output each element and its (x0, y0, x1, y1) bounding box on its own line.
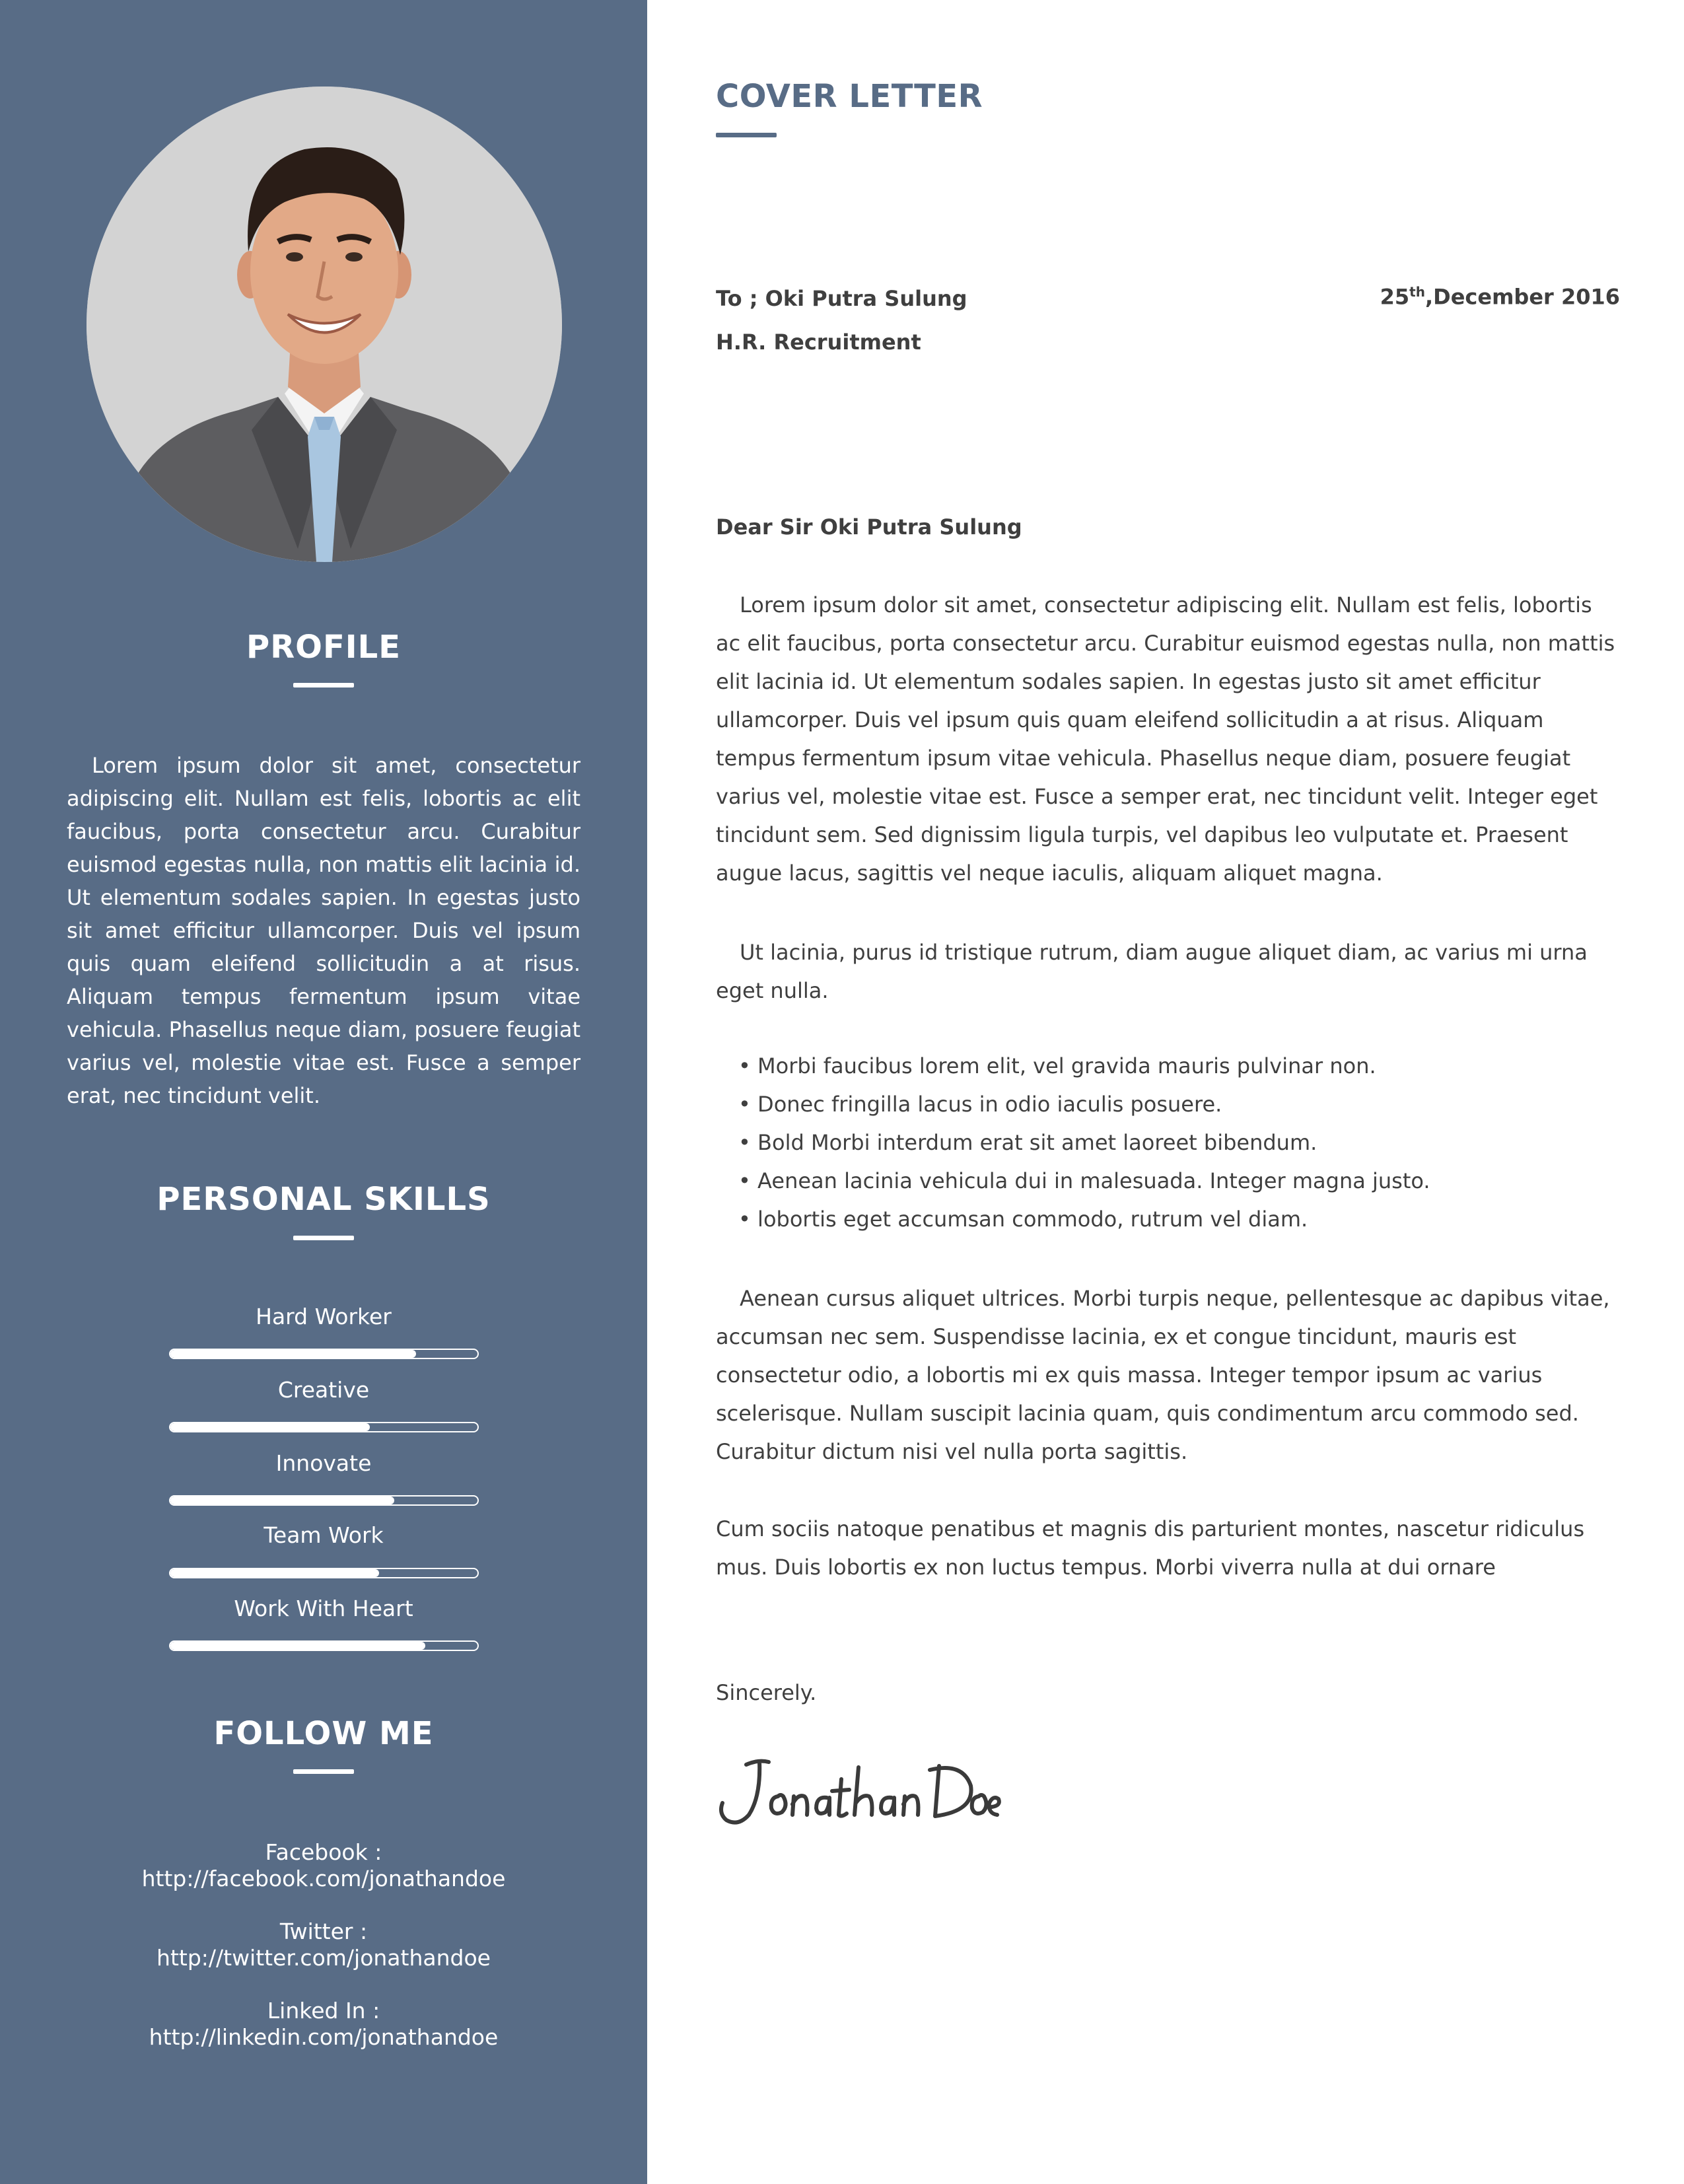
skill-bar (169, 1640, 479, 1651)
date-rest: ,December 2016 (1424, 284, 1620, 310)
letter-paragraph: Ut lacinia, purus id tristique rutrum, diam augue aliquet diam, ac varius mi urna eget nulla. (716, 940, 1588, 1003)
letter-paragraph: Lorem ipsum dolor sit amet, consectetur adipiscing elit. Nullam est felis, lobortis ac elit faucibus, porta consectetur arcu. Curabitur euismod egestas nulla, non mattis elit lacinia id. Ut elementum sodales sapien. In egestas justo sit amet efficitur ullamcorper. Duis vel ipsum quis quam eleifend sollicitudin a at risus. Aliquam tempus fermentum ipsum vitae vehicula. Phasellus neque diam, posuere feugiat varius vel, molestie vitae est. Fusce a semper erat, nec tincidunt velit. Integer eget tincidunt sem. Sed dignissim ligula turpis, vel dapibus leo vulputate et. Praesent augue lacus, sagittis vel neque iaculis, aliquam aliquet magna. (716, 592, 1615, 886)
follow-heading: FOLLOW ME (213, 1715, 434, 1752)
skill-label: Work With Heart (234, 1596, 413, 1621)
skill-bar (169, 1349, 479, 1359)
skill-bar-fill (170, 1569, 379, 1577)
list-item: • Bold Morbi interdum erat sit amet laoreet bibendum. (738, 1123, 1430, 1162)
skill-bar (169, 1495, 479, 1506)
facebook-label: Facebook : (265, 1839, 382, 1865)
letter-bullet-list (738, 1047, 1430, 1238)
skills-heading-rule (293, 1236, 354, 1240)
date-day: 25 (1380, 284, 1410, 310)
skill-bar-fill (170, 1423, 370, 1431)
date-suffix: th (1409, 284, 1425, 300)
skill-label: Hard Worker (256, 1304, 392, 1329)
letter-title: COVER LETTER (716, 78, 983, 115)
skill-bar (169, 1422, 479, 1432)
letter-paragraph: Cum sociis natoque penatibus et magnis dis parturient montes, nascetur ridiculus mus. Duis lobortis ex non luctus tempus. Morbi viverra nulla at dui ornare (716, 1516, 1585, 1580)
profile-heading: PROFILE (246, 629, 401, 666)
list-item: • Aenean lacinia vehicula dui in malesuada. Integer magna justo. (738, 1162, 1430, 1200)
sidebar (0, 0, 647, 2184)
linkedin-label: Linked In : (267, 1998, 380, 2024)
skill-label: Team Work (263, 1522, 384, 1548)
portrait-illustration (87, 87, 562, 562)
profile-photo (87, 87, 562, 562)
signature (712, 1750, 1002, 1829)
list-item: • lobortis eget accumsan commodo, rutrum vel diam. (738, 1200, 1430, 1238)
skill-bar-fill (170, 1497, 394, 1504)
skill-bar-fill (170, 1350, 416, 1358)
linkedin-link[interactable]: http://linkedin.com/jonathandoe (149, 2024, 499, 2050)
twitter-label: Twitter : (279, 1919, 368, 1944)
letter-date (991, 284, 1620, 310)
skill-bar-fill (170, 1642, 425, 1650)
salutation: Dear Sir Oki Putra Sulung (716, 514, 1022, 540)
letter-paragraph: Aenean cursus aliquet ultrices. Morbi turpis neque, pellentesque ac dapibus vitae, accumsan nec sem. Suspendisse lacinia, ex et congue tincidunt, mauris est consectetur odio, a lobortis mi ex quis massa. Integer tempor ipsum ac varius scelerisque. Nullam suscipit lacinia quam, quis condimentum arcu commodo sed. Curabitur dictum nisi vel nulla porta sagittis. (716, 1286, 1610, 1464)
facebook-link[interactable]: http://facebook.com/jonathandoe (141, 1866, 506, 1891)
skill-label: Innovate (275, 1450, 372, 1476)
list-item: • Donec fringilla lacus in odio iaculis posuere. (738, 1085, 1430, 1123)
skills-heading: PERSONAL SKILLS (157, 1181, 491, 1218)
list-item: • Morbi faucibus lorem elit, vel gravida mauris pulvinar non. (738, 1047, 1430, 1085)
profile-heading-rule (293, 683, 354, 687)
follow-heading-rule (293, 1769, 354, 1774)
recipient-department: H.R. Recruitment (716, 330, 921, 355)
skill-bar (169, 1568, 479, 1578)
closing: Sincerely. (716, 1680, 817, 1705)
letter-title-rule (716, 133, 777, 137)
recipient-line: To ; Oki Putra Sulung (716, 286, 967, 311)
twitter-link[interactable]: http://twitter.com/jonathandoe (157, 1945, 491, 1971)
profile-text: Lorem ipsum dolor sit amet, consectetur adipiscing elit. Nullam est felis, lobortis ac elit faucibus, porta consectetur arcu. Curabitur euismod egestas nulla, non mattis elit lacinia id. Ut elementum sodales sapien. In egestas justo sit amet efficitur ullamcorper. Duis vel ipsum quis quam eleifend sollicitudin a at risus. Aliquam tempus fermentum ipsum vitae vehicula. Phasellus neque diam, posuere feugiat varius vel, molestie vitae est. Fusce a semper erat, nec tincidunt velit. (67, 753, 580, 1108)
skill-label: Creative (277, 1377, 370, 1403)
